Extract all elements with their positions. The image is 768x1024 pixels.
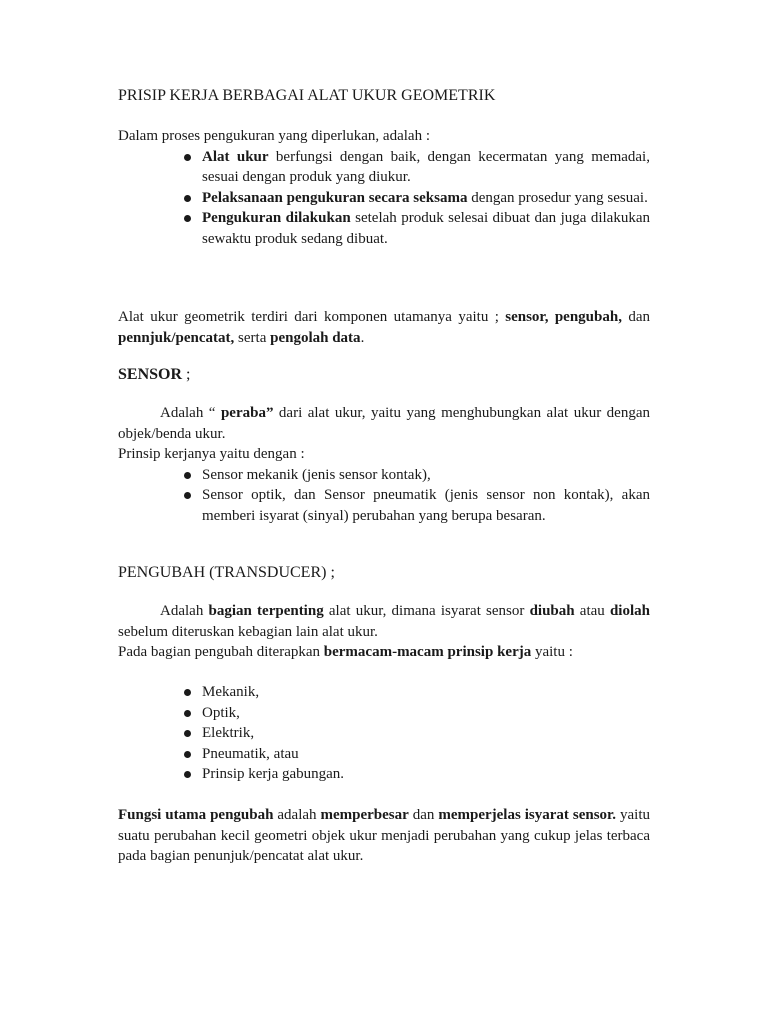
bold-run: sensor, pengubah, — [505, 309, 622, 325]
heading-suffix: ; — [182, 366, 191, 383]
intro-lead: Dalam proses pengukuran yang diperlukan, adalah : — [118, 128, 430, 144]
bold-run: Fungsi utama pengubah — [118, 807, 274, 823]
item-text: setelah produk selesai dibuat dan juga dilakukan sewaktu produk sedang dibuat. — [202, 210, 650, 247]
bold-run: memperjelas isyarat sensor. — [438, 807, 617, 823]
text-run: . — [360, 329, 365, 346]
text-run: Adalah — [160, 603, 209, 619]
fungsi-paragraph — [118, 805, 650, 867]
text-run: Alat ukur geometrik terdiri dari komponen utamanya yaitu ; — [118, 309, 506, 325]
sensor-section — [118, 403, 650, 526]
document-title: PRISIP KERJA BERBAGAI ALAT UKUR GEOMETRIK — [118, 87, 496, 104]
sensor-list — [118, 465, 650, 527]
intro-section — [118, 126, 650, 249]
bold-run: peraba” — [220, 405, 274, 421]
sensor-principle-lead: Prinsip kerjanya yaitu dengan : — [118, 446, 305, 462]
sensor-paragraph — [118, 403, 650, 444]
bold-run: pengolah data — [270, 329, 361, 346]
pengubah-principle-lead — [118, 642, 650, 663]
text-run: Adalah “ — [160, 405, 221, 421]
list-item: Elektrik, — [118, 723, 650, 744]
text-run: atau — [574, 603, 610, 619]
text-run: sebelum diteruskan kebagian lain alat ukur. — [118, 623, 378, 640]
text-run: yaitu : — [531, 644, 573, 660]
list-item — [118, 188, 650, 209]
bold-run: diolah — [609, 603, 650, 619]
pengubah-heading — [118, 563, 650, 584]
pengubah-paragraph — [118, 601, 650, 642]
text-run: dari alat ukur, yaitu yang menghubungkan alat ukur dengan objek/benda ukur. — [118, 405, 650, 442]
item-bold: Pengukuran dilakukan — [202, 210, 351, 226]
bold-run: memperbesar — [320, 807, 409, 823]
list-item: Sensor mekanik (jenis sensor kontak), — [118, 465, 650, 486]
list-item — [118, 208, 650, 249]
item-bold: Alat ukur — [202, 148, 269, 165]
text-run: adalah — [273, 807, 321, 823]
text-run: yaitu suatu perubahan kecil geometri objek ukur menjadi perubahan yang cukup jelas terbaca pada bagian penunjuk/pencatat alat ukur. — [118, 807, 650, 864]
list-item: Pneumatik, atau — [118, 744, 650, 765]
pengubah-list — [118, 682, 650, 785]
heading-text: PENGUBAH (TRANSDUCER) — [118, 564, 327, 581]
heading-text: SENSOR — [118, 366, 183, 383]
item-bold: Pelaksanaan pengukuran secara seksama — [202, 189, 468, 206]
bold-run: diubah — [529, 603, 575, 619]
text-run: serta — [234, 329, 271, 346]
item-text: dengan prosedur yang sesuai. — [467, 189, 648, 206]
pengubah-section — [118, 601, 650, 663]
list-item: Mekanik, — [118, 682, 650, 703]
bold-run: bermacam-macam prinsip kerja — [323, 644, 532, 660]
list-item — [118, 147, 650, 188]
list-item: Sensor optik, dan Sensor pneumatik (jenis sensor non kontak), akan memberi isyarat (sinyal) perubahan yang berupa besaran. — [118, 485, 650, 526]
heading-suffix: ; — [326, 564, 335, 581]
text-run: alat ukur, dimana isyarat sensor — [323, 603, 530, 619]
list-item: Optik, — [118, 703, 650, 724]
item-text: berfungsi dengan baik, dengan kecermatan yang memadai, sesuai dengan produk yang diukur. — [202, 148, 650, 185]
bold-run: bagian terpenting — [208, 603, 324, 619]
list-item: Prinsip kerja gabungan. — [118, 764, 650, 785]
text-run: dan — [408, 807, 439, 823]
text-run: Pada bagian pengubah diterapkan — [118, 644, 324, 660]
sensor-heading — [118, 365, 650, 386]
bold-run: pennjuk/pencatat, — [118, 329, 235, 346]
text-run: dan — [621, 309, 650, 325]
components-paragraph — [118, 307, 650, 348]
intro-list — [118, 147, 650, 250]
